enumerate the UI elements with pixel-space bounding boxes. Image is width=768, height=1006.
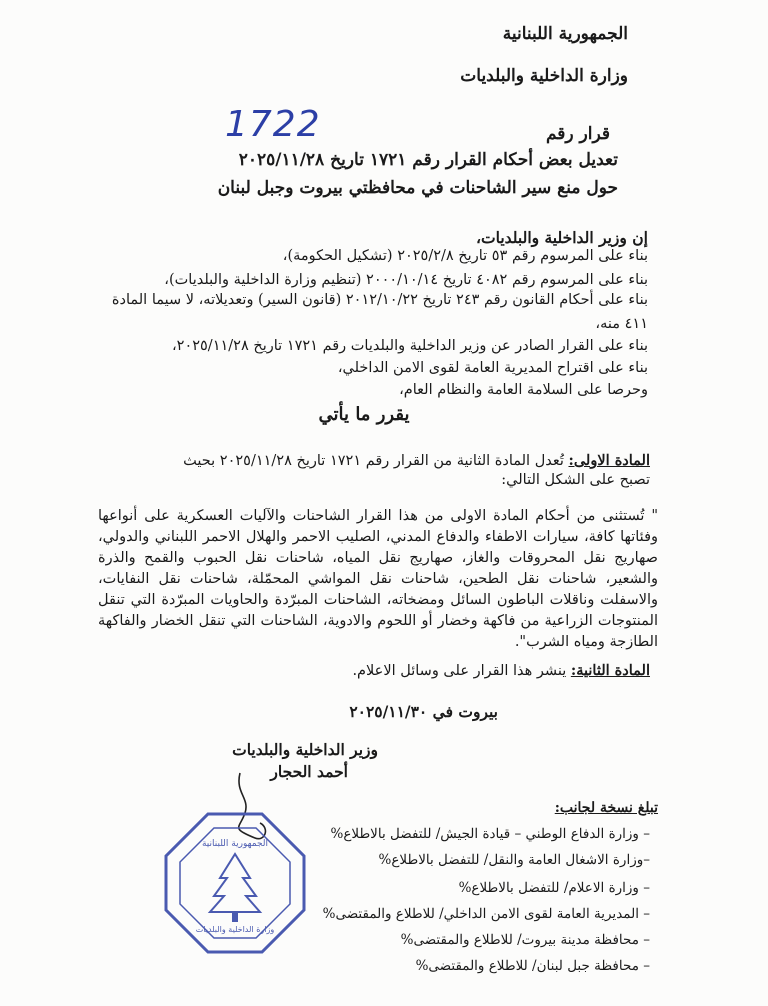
title-line-2: حول منع سير الشاحنات في محافظتي بيروت وجبل لبنان xyxy=(217,178,618,198)
seal-top-text: الجمهورية اللبنانية xyxy=(201,839,269,849)
preamble-line: بناء على اقتراح المديرية العامة لقوى الامن الداخلي، xyxy=(337,360,648,376)
distribution-item: – محافظة جبل لبنان/ للاطلاع والمقتضى% xyxy=(415,958,650,974)
preamble-line: وحرصا على السلامة العامة والنظام العام، xyxy=(399,382,648,398)
preamble-line: بناء على المرسوم رقم ٤٠٨٢ تاريخ ٢٠٠٠/١٠/١٤ (تنظيم وزارة الداخلية والبلديات)، xyxy=(164,272,648,288)
decision-number-label: قرار رقم xyxy=(545,124,610,144)
title-line-1: تعديل بعض أحكام القرار رقم ١٧٢١ تاريخ ٢٠٢٥/١١/٢٨ xyxy=(238,150,618,170)
signatory-name: أحمد الحجار xyxy=(270,762,348,781)
article-1-text: تُعدل المادة الثانية من القرار رقم ١٧٢١ تاريخ ٢٠٢٥/١١/٢٨ بحيث xyxy=(183,453,564,469)
article-1-line-2: تصبح على الشكل التالي: xyxy=(501,472,650,488)
cedar-icon xyxy=(210,854,260,922)
seal-bottom-text: وزارة الداخلية والبلديات xyxy=(195,925,275,934)
article-1-label: المادة الاولى: xyxy=(568,452,650,469)
distribution-item: – محافظة مدينة بيروت/ للاطلاع والمقتضى% xyxy=(400,932,650,948)
preamble-line: بناء على أحكام القانون رقم ٢٤٣ تاريخ ٢٠١٢/١٠/٢٢ (قانون السير) وتعديلاته، لا سيما المادة xyxy=(111,292,648,308)
preamble-line: بناء على القرار الصادر عن وزير الداخلية والبلديات رقم ١٧٢١ تاريخ ٢٠٢٥/١١/٢٨، xyxy=(171,338,648,354)
distribution-item: –وزارة الاشغال العامة والنقل/ للتفضل بالاطلاع% xyxy=(378,852,650,868)
place-and-date: بيروت في ٢٠٢٥/١١/٣٠ xyxy=(349,702,498,721)
decision-number-handwritten: 1722 xyxy=(225,104,321,145)
ministry-header: وزارة الداخلية والبلديات xyxy=(460,66,628,86)
article-1-quoted-text: " تُستثنى من أحكام المادة الاولى من هذا القرار الشاحنات والآليات العسكرية على أنواعها وفئاتها كافة، سيارات الاطفاء والدفاع المدني، الصليب الاحمر والهلال الاحمر اللبناني والدولي، صهاريج نقل المحروقات والغاز، صهاريج نقل المياه، شاحنات نقل الحبوب والقمح والذرة والشعير، شاحنات نقل الطحين، شاحنات نقل المواشي المحمّلة، شاحنات نقل النفايات، والاسفلت وناقلات الباطون السائل ومضخاته، الشاحنات المبرّدة والحاويات المبرّدة التي تنقل المنتوجات الزراعية من فاكهة وخضار أو اللحوم والادوية، الشاحنات التي تنقل الخضار والفاكهة الطازجة ومياه الشرب". xyxy=(98,508,658,650)
article-2-text: ينشر هذا القرار على وسائل الاعلام. xyxy=(352,663,567,679)
distribution-heading: تبلغ نسخة لجانب: xyxy=(554,800,658,816)
distribution-item: – وزارة الدفاع الوطني – قيادة الجيش/ للتفضل بالاطلاع% xyxy=(330,826,650,842)
minister-opening: إن وزير الداخلية والبلديات، xyxy=(476,228,648,247)
ministry-seal-stamp xyxy=(160,808,310,958)
republic-header: الجمهورية اللبنانية xyxy=(502,24,628,44)
article-2-label: المادة الثانية: xyxy=(570,662,650,679)
preamble-line: ٤١١ منه، xyxy=(595,316,648,332)
decides-heading: يقرر ما يأتي xyxy=(318,404,410,425)
preamble-line: بناء على المرسوم رقم ٥٣ تاريخ ٢٠٢٥/٢/٨ (تشكيل الحكومة)، xyxy=(282,248,648,264)
distribution-item: – وزارة الاعلام/ للتفضل بالاطلاع% xyxy=(458,880,650,896)
article-1-line-1 xyxy=(183,452,650,469)
distribution-item: – المديرية العامة لقوى الامن الداخلي/ للاطلاع والمقتضى% xyxy=(322,906,650,922)
article-2 xyxy=(352,662,650,679)
signatory-title: وزير الداخلية والبلديات xyxy=(232,740,378,759)
